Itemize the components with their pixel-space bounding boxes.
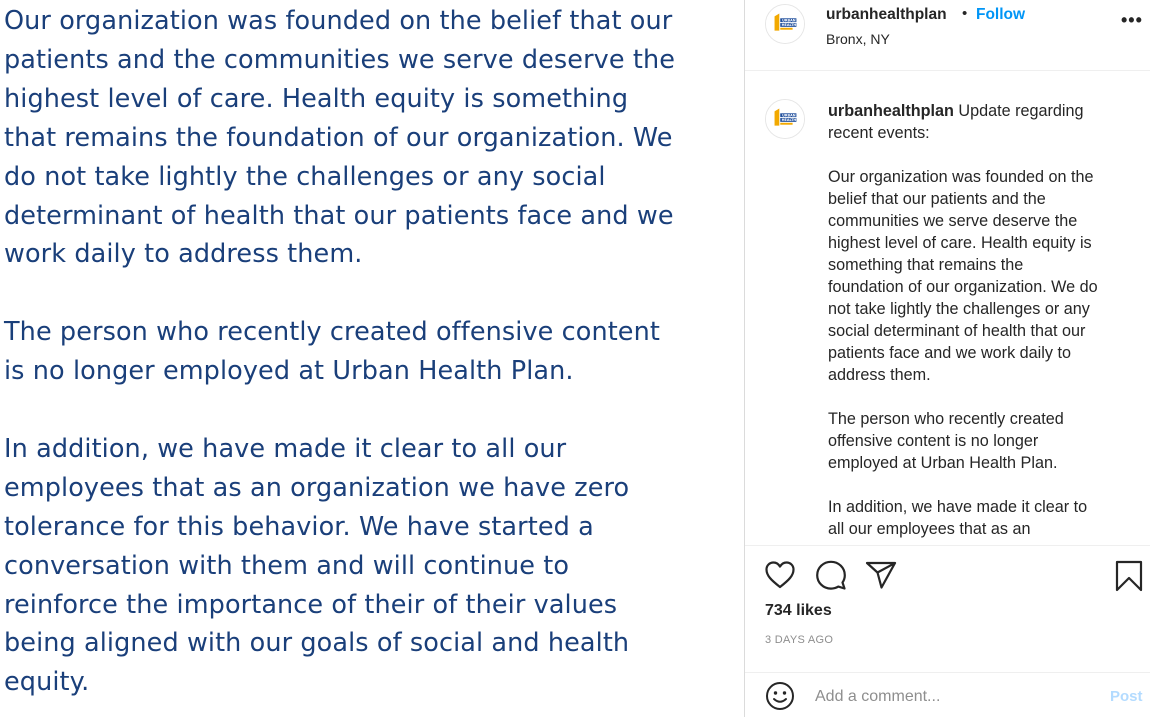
avatar[interactable] — [765, 4, 805, 44]
caption-line: recent events: — [828, 124, 930, 142]
comments-area[interactable] — [745, 72, 1150, 544]
smiley-icon[interactable] — [765, 681, 795, 711]
header-username[interactable]: urbanhealthplan — [826, 6, 947, 23]
svg-text:HEALTH: HEALTH — [781, 23, 797, 28]
post-side-panel — [744, 0, 1150, 717]
image-text-line: is no longer employed at Urban Health Plan. — [4, 356, 574, 387]
caption-line: all our employees that as an — [828, 520, 1031, 538]
follow-button[interactable]: Follow — [976, 6, 1026, 23]
image-text-line: determinant of health that our patients face and we — [4, 200, 674, 231]
header-separator: • — [962, 5, 968, 22]
caption-line: something that remains the — [828, 256, 1024, 274]
caption-line: social determinant of health that our — [828, 322, 1086, 340]
svg-text:URBAN: URBAN — [782, 18, 796, 23]
comment-icon[interactable] — [815, 560, 847, 590]
caption-line: In addition, we have made it clear to — [828, 498, 1088, 516]
paragraph-gap — [4, 391, 739, 430]
image-text-line: employees that as an organization we have zero — [4, 472, 630, 503]
image-text-line: reinforce the importance of their of their values — [4, 589, 618, 620]
caption-line: employed at Urban Health Plan. — [828, 454, 1058, 472]
post-caption — [828, 100, 1133, 540]
image-text-line: that remains the foundation of our organization. We — [4, 122, 673, 153]
image-text-line: highest level of care. Health equity is something — [4, 83, 629, 114]
caption-first-line — [828, 100, 1133, 122]
image-text-line: patients and the communities we serve deserve the — [4, 44, 675, 75]
caption-line: patients face and we work daily to — [828, 344, 1071, 362]
caption-blank-line — [828, 144, 1133, 166]
image-text-line: being aligned with our goals of social and health — [4, 628, 630, 659]
image-text-line: equity. — [4, 667, 90, 698]
bookmark-icon[interactable] — [1115, 560, 1143, 592]
caption-body — [828, 122, 1133, 540]
heart-icon[interactable] — [765, 561, 795, 589]
caption-avatar[interactable] — [765, 99, 805, 139]
urban-health-plan-logo-icon — [766, 5, 804, 43]
caption-line: not take lightly the challenges or any — [828, 300, 1090, 318]
post-actions — [745, 545, 1150, 665]
caption-line: The person who recently created — [828, 410, 1064, 428]
share-icon[interactable] — [865, 561, 897, 589]
image-text-line: The person who recently created offensive content — [4, 317, 660, 348]
image-text-line: In addition, we have made it clear to all our — [4, 433, 567, 464]
image-text-line: tolerance for this behavior. We have started a — [4, 511, 594, 542]
svg-text:HEALTH: HEALTH — [781, 118, 797, 123]
caption-line: foundation of our organization. We do — [828, 278, 1098, 296]
caption-line: highest level of care. Health equity is — [828, 234, 1092, 252]
header-location[interactable]: Bronx, NY — [826, 31, 890, 47]
likes-count[interactable]: 734 likes — [765, 602, 832, 619]
caption-blank-line — [828, 474, 1133, 496]
comment-bar — [745, 672, 1150, 717]
caption-first-line-text: Update regarding — [953, 102, 1084, 120]
caption-line: communities we serve deserve the — [828, 212, 1078, 230]
post-header — [745, 0, 1150, 71]
more-options-icon[interactable]: ••• — [1121, 10, 1143, 30]
caption-line: offensive content is no longer — [828, 432, 1039, 450]
comment-input[interactable] — [815, 686, 1065, 708]
image-text-line: do not take lightly the challenges or any social — [4, 161, 606, 192]
caption-line: Our organization was founded on the — [828, 168, 1094, 186]
caption-line: address them. — [828, 366, 931, 384]
caption-blank-line — [828, 386, 1133, 408]
urban-health-plan-logo-icon — [766, 100, 804, 138]
post-image-text — [4, 2, 739, 702]
svg-text:URBAN: URBAN — [782, 113, 796, 118]
image-text-line: conversation with them and will continue to — [4, 550, 570, 581]
image-text-line: work daily to address them. — [4, 239, 363, 270]
post-button[interactable]: Post — [1110, 688, 1143, 705]
caption-username[interactable]: urbanhealthplan — [828, 102, 954, 120]
paragraph-gap — [4, 274, 739, 313]
image-text-line: Our organization was founded on the belief that our — [4, 6, 673, 36]
post-timestamp[interactable]: 3 DAYS AGO — [765, 634, 834, 646]
caption-line: belief that our patients and the — [828, 190, 1046, 208]
